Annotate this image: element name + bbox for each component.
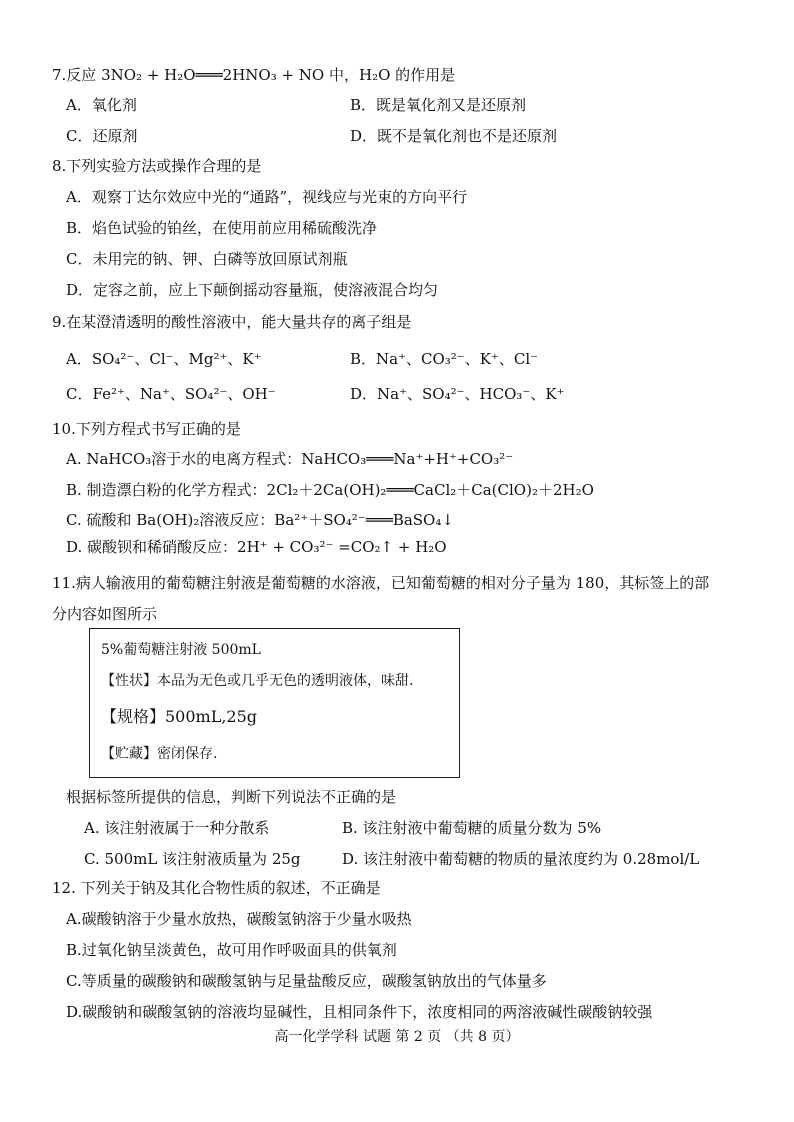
q9-option-b: B．Na⁺、CO₃²⁻、K⁺、Cl⁻ [350,350,539,368]
q12-option-d: D.碳酸钠和碳酸氢钠的溶液均显碱性，且相同条件下，浓度相同的两溶液碱性碳酸钠较强 [66,1003,653,1021]
q9-option-a: A．SO₄²⁻、Cl⁻、Mg²⁺、K⁺ [66,350,262,368]
q8-option-c: C．未用完的钠、钾、白磷等放回原试剂瓶 [66,250,348,268]
q11-option-d: D. 该注射液中葡萄糖的物质的量浓度约为 0.28mol/L [342,850,700,868]
q9-stem: 9.在某澄清透明的酸性溶液中，能大量共存的离子组是 [52,313,412,331]
q9-option-d: D．Na⁺、SO₄²⁻、HCO₃⁻、K⁺ [350,385,565,403]
q8-option-b: B．焰色试验的铂丝，在使用前应用稀硫酸洗净 [66,219,378,237]
q7-stem: 7.反应 3NO₂ + H₂O═══2HNO₃ + NO 中，H₂O 的作用是 [52,66,456,84]
q8-option-d: D．定容之前，应上下颠倒摇动容量瓶，使溶液混合均匀 [66,281,439,299]
q10-option-a: A. NaHCO₃溶于水的电离方程式：NaHCO₃═══Na⁺+H⁺+CO₃²⁻ [66,450,514,468]
q10-stem: 10.下列方程式书写正确的是 [52,420,241,438]
glucose-label-box [89,628,460,778]
q7-option-c: C．还原剂 [66,127,138,145]
q8-stem: 8.下列实验方法或操作合理的是 [52,157,262,175]
q11-option-b: B. 该注射液中葡萄糖的质量分数为 5% [342,819,602,837]
q9-option-c: C．Fe²⁺、Na⁺、SO₄²⁻、OH⁻ [66,385,276,403]
q11-option-a: A. 该注射液属于一种分散系 [84,819,270,837]
q7-option-d: D．既不是氧化剂也不是还原剂 [350,127,558,145]
q8-option-a: A．观察丁达尔效应中光的“通路”，视线应与光束的方向平行 [66,188,468,206]
q7-option-b: B．既是氧化剂又是还原剂 [350,96,527,114]
q12-option-c: C.等质量的碳酸钠和碳酸氢钠与足量盐酸反应，碳酸氢钠放出的气体量多 [66,972,547,990]
q10-option-c: C. 硫酸和 Ba(OH)₂溶液反应：Ba²⁺＋SO₄²⁻═══BaSO₄↓ [66,511,454,529]
q12-stem: 12. 下列关于钠及其化合物性质的叙述，不正确是 [52,879,381,897]
q11-prompt: 根据标签所提供的信息，判断下列说法不正确的是 [66,788,397,806]
q10-option-d: D. 碳酸钡和稀硝酸反应：2H⁺ + CO₃²⁻ =CO₂↑ + H₂O [66,538,447,556]
label-title: 5%葡萄糖注射液 500mL [101,642,261,658]
q11-option-c: C. 500mL 该注射液质量为 25g [84,850,301,868]
q11-stem-line1: 11.病人输液用的葡萄糖注射液是葡萄糖的水溶液，已知葡萄糖的相对分子量为 180，其标签上的部 [52,574,710,592]
q12-option-b: B.过氧化钠呈淡黄色，故可用作呼吸面具的供氧剂 [66,941,397,959]
page-footer: 高一化学学科 试题 第 2 页 （共 8 页） [274,1029,520,1045]
q11-stem-line2: 分内容如图所示 [52,605,158,623]
q12-option-a: A.碳酸钠溶于少量水放热，碳酸氢钠溶于少量水吸热 [66,910,412,928]
q7-option-a: A．氧化剂 [66,96,137,114]
q10-option-b: B. 制造漂白粉的化学方程式：2Cl₂＋2Ca(OH)₂═══CaCl₂＋Ca(ClO)₂＋2H₂O [66,481,594,499]
label-property: 【性状】本品为无色或几乎无色的透明液体，味甜. [101,673,414,689]
label-storage: 【贮藏】密闭保存. [101,746,218,762]
label-spec: 【规格】500mL,25g [101,707,258,726]
